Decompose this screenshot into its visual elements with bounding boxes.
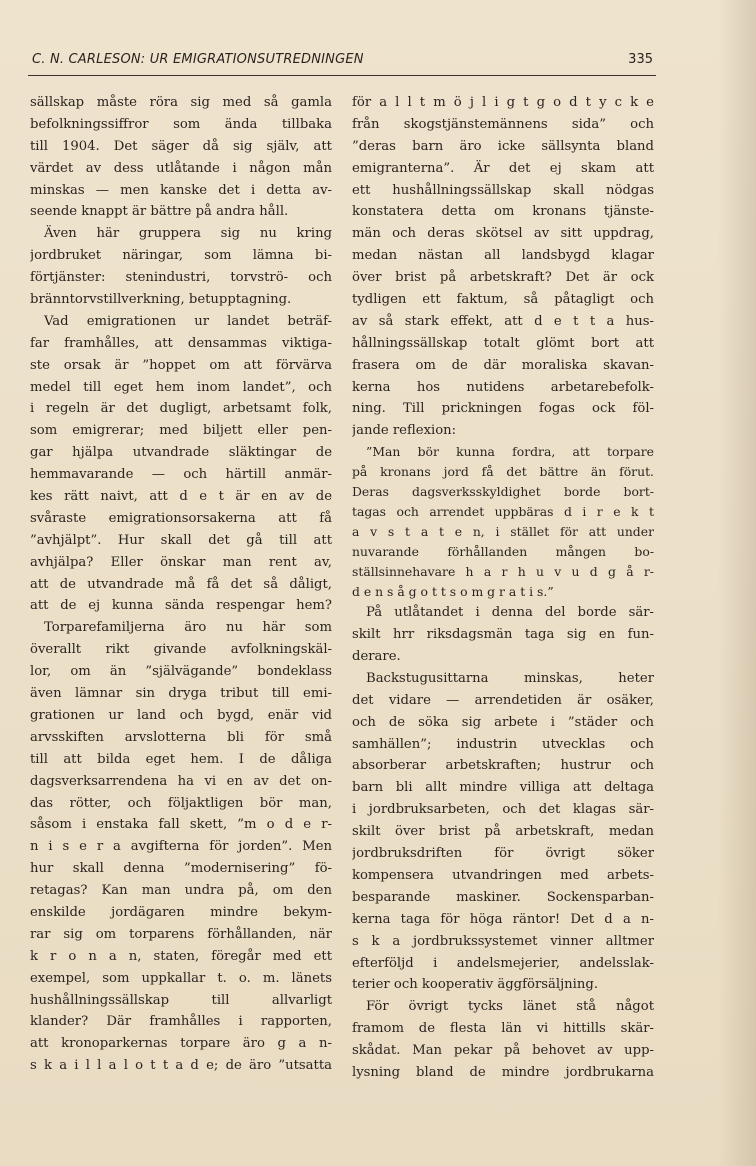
text-line: samhällen”; industrin utvecklas och (352, 736, 654, 752)
text-line: framom de flesta län vi hittills skär- (352, 1021, 654, 1037)
text-line: skådat. Man pekar på behovet av upp- (352, 1043, 654, 1059)
text-line: jordbruksdriften för övrigt söker (352, 846, 654, 862)
text-line: terier och kooperativ äggförsäljning. (352, 977, 599, 993)
text-line: lor, om än ”självägande” bondeklass (30, 664, 332, 680)
text-line: konstatera detta om kronans tjänste- (352, 204, 654, 220)
text-line: såsom i enstaka fall skett, ”m o d e r- (30, 817, 332, 833)
text-line: s k a jordbrukssystemet vinner alltmer (352, 933, 654, 949)
text-line: hemmavarande — och härtill anmär- (30, 467, 332, 483)
text-line: lysning bland de mindre jordbrukarna (352, 1064, 654, 1080)
text-line: medan nästan all landsbygd klagar (352, 248, 654, 264)
text-line: tagas och arrendet uppbäras d i r e k t (352, 504, 654, 520)
text-line: det vidare — arrendetiden är osäker, (352, 692, 654, 708)
text-line: ning. Till prickningen fogas ock föl- (352, 401, 654, 417)
text-line: hushållningssällskap till allvarligt (30, 992, 332, 1008)
text-line: n i s e r a avgifterna för jorden”. Men (30, 839, 332, 855)
text-line: ett hushållningssällskap skall nödgas (352, 182, 654, 198)
text-line: På utlåtandet i denna del borde sär- (366, 605, 654, 621)
text-line: ”avhjälpt”. Hur skall det gå till att (30, 532, 332, 548)
text-line: av så stark effekt, att d e t t a hus- (352, 313, 654, 329)
text-line: från skogstjänstemännens sida” och (352, 116, 654, 132)
text-line: skilt hrr riksdagsmän taga sig en fun- (352, 627, 654, 643)
text-line: i jordbruksarbeten, och det klagas sär- (352, 802, 654, 818)
text-line: Deras dagsverksskyldighet borde bort- (352, 484, 654, 500)
text-line: värdet av dess utlåtande i någon mån (30, 160, 332, 176)
text-line: derare. (352, 649, 401, 665)
text-line: till att bilda eget hem. I de dåliga (30, 751, 332, 767)
text-line: att de utvandrade må få det så dåligt, (30, 576, 332, 592)
page-number: 335 (628, 52, 653, 67)
text-line: exempel, som uppkallar t. o. m. länets (30, 970, 332, 986)
text-line: sällskap måste röra sig med så gamla (30, 95, 332, 110)
text-line: att kronoparkernas torpare äro g a n- (30, 1036, 332, 1052)
text-line: kerna taga för höga räntor! Det d a n- (352, 911, 654, 927)
text-line: enskilde jordägaren mindre bekym- (30, 904, 332, 920)
text-line: Vad emigrationen ur landet beträf- (44, 313, 332, 329)
text-line: arvsskiften arvslotterna bli för små (30, 729, 332, 745)
text-line: och de söka sig arbete i ”städer och (352, 714, 654, 730)
text-line: Även här gruppera sig nu kring (44, 226, 332, 242)
left-column (30, 92, 332, 1077)
text-line: efterföljd i andelsmejerier, andelsslak- (352, 955, 654, 971)
text-line: a v s t a t e n, i stället för att under (352, 524, 654, 540)
page-edge-shadow (718, 0, 756, 1166)
text-line: ”Man bör kunna fordra, att torpare (366, 444, 654, 460)
text-line: tydligen ett faktum, så påtagligt och (352, 292, 654, 308)
text-line: retagas? Kan man undra på, om den (30, 883, 332, 899)
text-line: hur skall denna ”modernisering” fö- (30, 861, 332, 877)
text-line: i regeln är det dugligt, arbetsamt folk, (30, 401, 332, 417)
text-line: klander? Där framhålles i rapporten, (30, 1014, 332, 1030)
text-line: d e n s å g o t t s o m g r a t i s.” (352, 584, 554, 600)
text-line: till 1904. Det säger då sig själv, att (30, 138, 332, 154)
text-line: ste orsak är ”hoppet om att förvärva (30, 357, 332, 373)
text-line: ”deras barn äro icke sällsynta bland (352, 138, 654, 154)
right-column (352, 92, 654, 1084)
text-line: även lämnar sin dryga tribut till emi- (30, 686, 332, 702)
text-line: das rötter, och följaktligen bör man, (30, 795, 332, 811)
text-line: på kronans jord få det bättre än förut. (352, 464, 654, 480)
block-quote (352, 442, 654, 602)
text-line: far framhålles, att densammas viktiga- (30, 335, 332, 351)
text-line: för a l l t m ö j l i g t g o d t y c k e (352, 95, 654, 110)
text-line: absorberar arbetskraften; hustrur och (352, 758, 654, 774)
text-line: befolkningssiffror som ända tillbaka (30, 116, 332, 132)
text-line: hållningssällskap totalt glömt bort att (352, 335, 654, 351)
text-line: rar sig om torparens förhållanden, när (30, 926, 332, 942)
text-line: minskas — men kanske det i detta av- (30, 182, 332, 198)
text-line: emigranterna”. Är det ej skam att (352, 160, 654, 176)
page-header (30, 52, 655, 72)
text-line: grationen ur land och bygd, enär vid (30, 707, 332, 723)
text-line: seende knappt är bättre på andra håll. (30, 204, 289, 220)
text-line: skilt över brist på arbetskraft, medan (352, 824, 654, 840)
header-rule (28, 75, 656, 76)
text-line: frasera om de där moraliska skavan- (352, 357, 654, 373)
text-line: gar hjälpa utvandrade släktingar de (30, 445, 332, 461)
text-line: jande reflexion: (352, 423, 457, 439)
text-line: ställsinnehavare h a r h u v u d g å r- (352, 564, 654, 580)
text-line: förtjänster: stenindustri, torvströ- och (30, 270, 332, 286)
text-line: Backstugusittarna minskas, heter (366, 670, 654, 686)
text-line: s k a i l l a l o t t a d e; de äro ”utsatta (30, 1058, 332, 1074)
text-line: k r o n a n, staten, föregår med ett (30, 948, 332, 964)
right-column-text-a (352, 92, 654, 442)
text-line: män och deras skötsel av sitt uppdrag, (352, 226, 654, 242)
text-line: kompensera utvandringen med arbets- (352, 867, 654, 883)
right-column-text-b (352, 602, 654, 1084)
text-line: att de ej kunna sända respengar hem? (30, 598, 332, 614)
text-line: jordbruket näringar, som lämna bi- (30, 248, 332, 264)
text-line: som emigrerar; med biljett eller pen- (30, 423, 332, 439)
text-line: avhjälpa? Eller önskar man rent av, (30, 554, 332, 570)
text-line: kerna hos nutidens arbetarebefolk- (352, 379, 654, 395)
text-line: över brist på arbetskraft? Det är ock (352, 270, 654, 286)
text-line: Torparefamiljerna äro nu här som (44, 620, 332, 636)
text-line: överallt rikt givande avfolkningskäl- (30, 642, 332, 658)
text-line: dagsverksarrendena ha vi en av det on- (30, 773, 332, 789)
running-title: C. N. CARLESON: UR EMIGRATIONSUTREDNINGEN (32, 52, 364, 67)
text-line: nuvarande förhållanden mången bo- (352, 544, 654, 560)
text-line: barn bli allt mindre villiga att deltaga (352, 780, 654, 796)
text-line: besparande maskiner. Sockensparban- (352, 889, 654, 905)
text-line: kes rätt naivt, att d e t är en av de (30, 489, 332, 505)
text-line: medel till eget hem inom landet”, och (30, 379, 332, 395)
text-line: svåraste emigrationsorsakerna att få (30, 510, 332, 526)
text-line: bränntorvstillverkning, betupptagning. (30, 292, 292, 308)
text-line: För övrigt tycks länet stå något (366, 999, 654, 1015)
